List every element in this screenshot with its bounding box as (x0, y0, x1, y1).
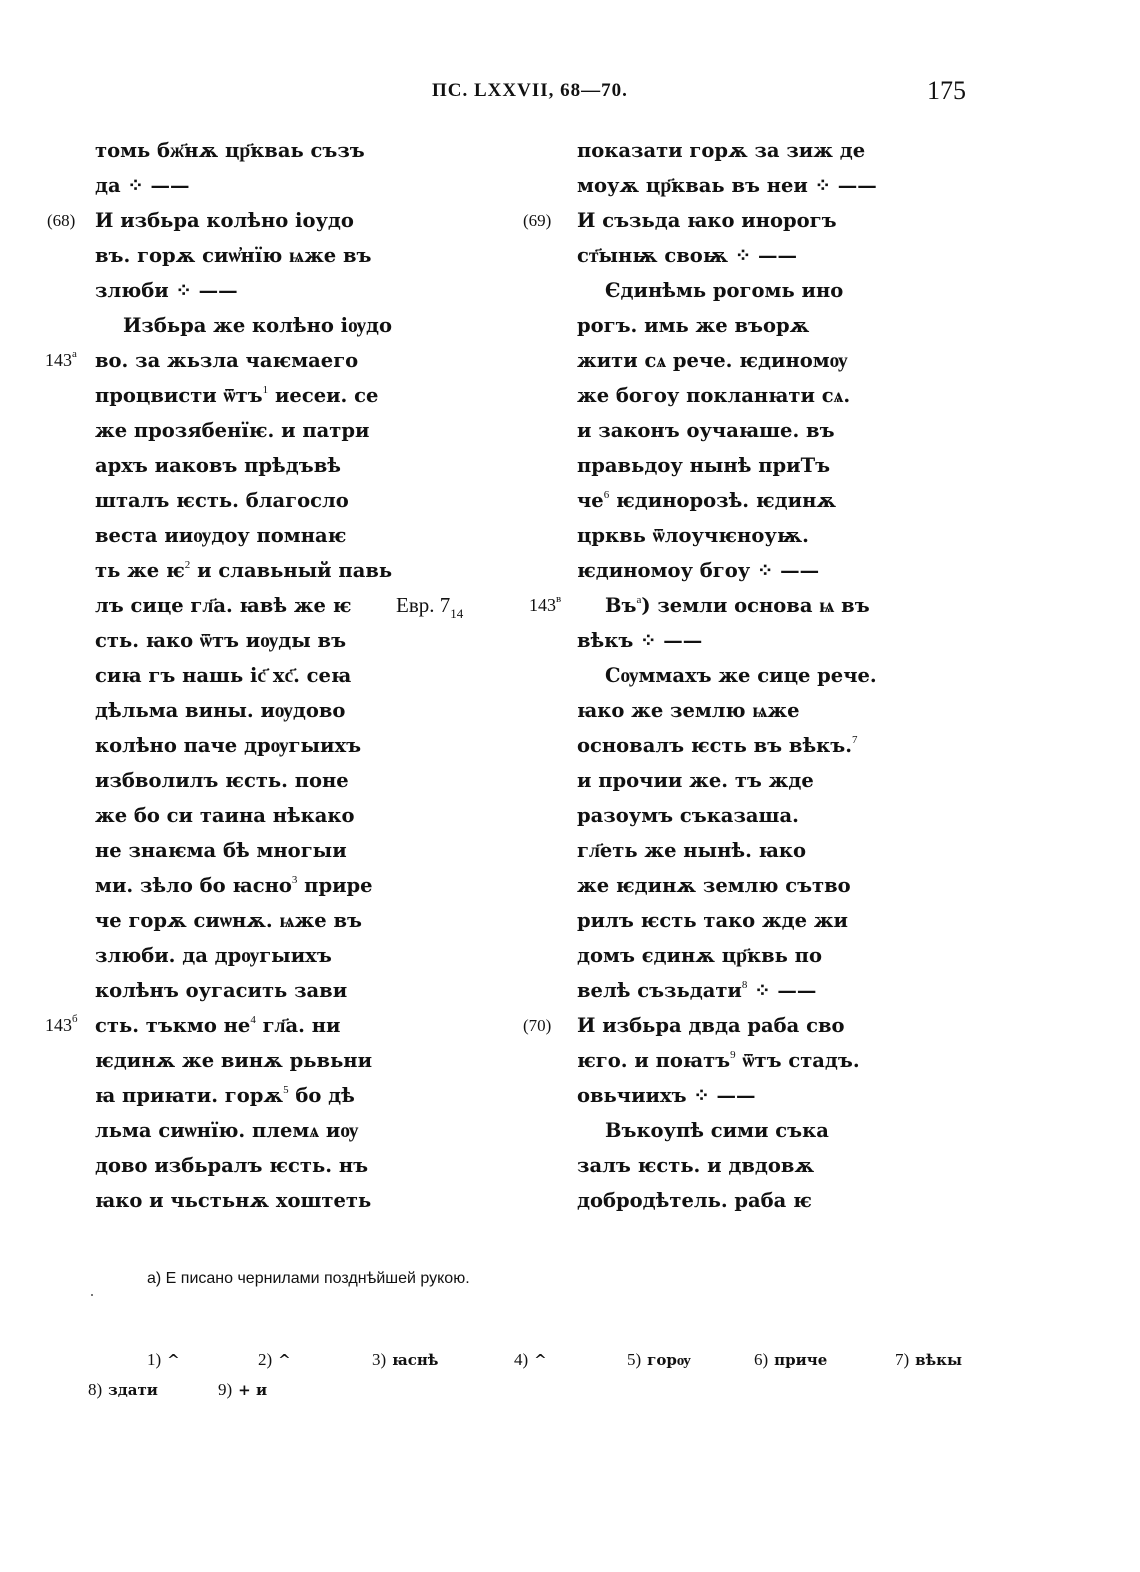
line-text: домъ єдинѫ цр҃квь по (577, 944, 822, 967)
text-line (577, 763, 917, 798)
variant-reading (514, 1350, 547, 1370)
line-text: колѣно паче дрѹгыихъ (95, 734, 362, 757)
footnote-ref: 4 (250, 1014, 256, 1026)
variant-number: 5) (627, 1350, 642, 1369)
line-text: основалъ ѥсть въ вѣкъ. (577, 734, 852, 757)
text-line (577, 693, 917, 728)
line-text: и прочии же. тъ жде (577, 769, 814, 792)
line-text: добродѣтель. раба ѥ (577, 1189, 812, 1212)
line-text-continued: бо дѣ (288, 1084, 355, 1107)
line-text: И съзьда ꙗко инорогъ (577, 209, 837, 232)
variant-number: 7) (895, 1350, 910, 1369)
text-line (577, 238, 917, 273)
text-line (577, 483, 917, 518)
line-text: льма сиѡнїю. племѧ иѹ (95, 1119, 359, 1142)
line-text: разоумъ съказаша. (577, 804, 799, 827)
text-line (95, 868, 425, 903)
text-line (577, 1183, 917, 1218)
text-line (95, 658, 425, 693)
folio-side: а (72, 348, 77, 360)
text-line (95, 483, 425, 518)
variant-number: 9) (218, 1380, 233, 1399)
line-text: ꙗко и чьстьнѫ хоштеть (95, 1189, 372, 1212)
text-line (95, 693, 425, 728)
line-text: велѣ съзьдати (577, 979, 742, 1002)
line-text-continued: ѥдинорозѣ. ѥдинѫ (609, 489, 837, 512)
line-text: ꙗко же землю ѩже (577, 699, 800, 722)
line-text: ст҃ынѭ своѭ ⁘ —— (577, 244, 798, 267)
line-text: Избьра же колѣно іѹдо (123, 314, 393, 337)
footnote-ref: 5 (283, 1084, 289, 1096)
folio-number: 143 (45, 1015, 72, 1035)
text-line (529, 588, 917, 623)
text-line (577, 903, 917, 938)
text-line (577, 1148, 917, 1183)
line-text-continued: и славьный павь (190, 559, 393, 582)
folio-marker (45, 343, 77, 378)
text-line (577, 1113, 917, 1148)
line-text: ꙗ приꙗти. горѫ (95, 1084, 284, 1107)
variant-number: 3) (372, 1350, 387, 1369)
margin-reference-subscript: 14 (450, 606, 464, 621)
line-text: дѣльма вины. иѹдово (95, 699, 346, 722)
stray-mark (91, 1294, 93, 1296)
line-text: же бо си таина нѣкако (95, 804, 355, 827)
line-text: избволилъ ѥсть. поне (95, 769, 349, 792)
variant-text: приче (774, 1351, 828, 1369)
text-line (95, 798, 425, 833)
page-number: 175 (927, 76, 966, 105)
line-text-continued: ) земли основа ѩ въ (641, 594, 870, 617)
footnote-ref: а (636, 594, 642, 606)
text-line (95, 1183, 425, 1218)
line-text: сть. ꙗко ѿтъ иѹды въ (95, 629, 347, 652)
line-text: показати горѫ за зиж де (577, 139, 866, 162)
footnote-ref: 1 (262, 384, 269, 396)
text-line (95, 588, 425, 623)
line-text: Въ (605, 594, 637, 617)
variant-reading (372, 1350, 438, 1370)
line-text: во. за жьзла чаѥмаего (95, 349, 359, 372)
text-line (95, 238, 425, 273)
text-line (577, 973, 917, 1008)
margin-reference-book: Евр. 7 (396, 593, 451, 617)
line-text: злюби. да дрѹгыихъ (95, 944, 332, 967)
folio-marker (529, 588, 561, 623)
text-line (45, 343, 425, 378)
line-text: не знаѥма бѣ многыи (95, 839, 347, 862)
text-line (95, 308, 425, 343)
text-line (577, 518, 917, 553)
text-line (577, 133, 917, 168)
variant-number: 6) (754, 1350, 769, 1369)
text-line (95, 623, 425, 658)
line-text: Єдинѣмь рогомь ино (605, 279, 844, 302)
text-line (577, 413, 917, 448)
line-text: рилъ ѥсть тако жде жи (577, 909, 848, 932)
line-text: ѥдиномоу бгоу ⁘ —— (577, 559, 820, 582)
variant-number: 8) (88, 1380, 103, 1399)
footnote-ref: 8 (741, 979, 748, 991)
text-line (577, 1043, 917, 1078)
text-line (577, 833, 917, 868)
line-text: вѣкъ ⁘ —— (577, 629, 703, 652)
folio-marker (45, 1008, 78, 1043)
line-text: И избьра колѣно іоудо (95, 209, 354, 232)
line-text-continued: гл҃а. ни (255, 1014, 341, 1037)
line-text: томь бж҃нѫ цр҃кваь съзъ (95, 139, 365, 162)
text-line (45, 1008, 425, 1043)
verse-number: (69) (523, 211, 552, 230)
text-line (95, 413, 425, 448)
footnote-a: а) Е писано чернилами позднѣйшей рукою. (147, 1270, 470, 1287)
variant-text: + и (238, 1381, 268, 1399)
text-line (577, 308, 917, 343)
line-text: же ѥдинѫ землю сътво (577, 874, 851, 897)
text-line (95, 938, 425, 973)
line-text: рогъ. имь же въорѫ (577, 314, 810, 337)
variant-reading (895, 1350, 962, 1370)
line-text-continued: ⁘ —— (747, 979, 817, 1002)
text-line (577, 868, 917, 903)
text-line (95, 518, 425, 553)
line-text: сть. тъкмо не (95, 1014, 251, 1037)
text-line (95, 833, 425, 868)
variant-number: 4) (514, 1350, 529, 1369)
verse-number: (70) (523, 1016, 552, 1035)
line-text: овьчиихъ ⁘ —— (577, 1084, 756, 1107)
variant-reading (258, 1350, 291, 1370)
line-text-continued: ѿтъ стадъ. (735, 1049, 860, 1072)
text-line (577, 728, 917, 763)
margin-reference (396, 593, 464, 621)
folio-number: 143 (45, 350, 72, 370)
text-line (577, 623, 917, 658)
footnote-ref: 7 (852, 734, 858, 746)
text-line (577, 343, 917, 378)
line-text: же прозябенїѥ. и патри (95, 419, 370, 442)
folio-side: б (72, 1013, 78, 1025)
verse-number: (68) (47, 211, 76, 230)
running-header: ПС. LXXVII, 68—70. (432, 80, 628, 101)
line-text: Въкоупѣ сими съка (605, 1119, 829, 1142)
text-line (523, 1008, 917, 1043)
line-text: жити сѧ рече. ѥдиномѹ (577, 349, 848, 372)
folio-side: в (556, 593, 562, 605)
variant-text: ^ (534, 1351, 547, 1369)
line-text: злюби ⁘ —— (95, 279, 238, 302)
line-text: архъ иаковъ прѣдъвѣ (95, 454, 341, 477)
line-text: же богоу покланꙗти сѧ. (577, 384, 851, 407)
variant-reading (754, 1350, 827, 1370)
line-text: въ. горѫ сиѡ҆нїю ѩже въ (95, 244, 372, 267)
text-line (95, 1113, 425, 1148)
text-line (47, 203, 425, 238)
variant-text: ^ (167, 1351, 180, 1369)
variant-reading (218, 1380, 267, 1400)
line-text-continued: иесеи. се (268, 384, 379, 407)
variant-number: 1) (147, 1350, 162, 1369)
variant-reading (147, 1350, 180, 1370)
text-line (95, 168, 425, 203)
line-text: процвисти ѿтъ (95, 384, 263, 407)
line-text: шталъ ѥсть. благосло (95, 489, 349, 512)
variant-text: горѹ (647, 1351, 691, 1369)
variant-reading (88, 1380, 158, 1400)
variant-text: здати (108, 1381, 158, 1399)
text-line (95, 1043, 425, 1078)
text-line (95, 553, 425, 588)
line-text: дово избьралъ ѥсть. нъ (95, 1154, 369, 1177)
text-line (95, 448, 425, 483)
text-line (577, 378, 917, 413)
variant-text: вѣкы (915, 1351, 963, 1369)
text-line (577, 1078, 917, 1113)
text-line (577, 798, 917, 833)
text-line (95, 728, 425, 763)
line-text: и законъ оучаꙗше. въ (577, 419, 835, 442)
line-text: И избьра двда раба сво (577, 1014, 845, 1037)
line-text: че горѫ сиѡнѫ. ѩже въ (95, 909, 362, 932)
text-line (95, 1078, 425, 1113)
right-text-column (523, 133, 917, 1218)
line-text: сиꙗ гъ нашь іс҃ хс҃. сеꙗ (95, 664, 352, 687)
footnote-ref: 2 (184, 559, 191, 571)
text-line (95, 973, 425, 1008)
variant-reading (627, 1350, 691, 1370)
line-text: правьдоу нынѣ приТъ (577, 454, 831, 477)
footnote-ref: 3 (291, 874, 298, 886)
folio-number: 143 (529, 595, 556, 615)
line-text: веста ииѹдоу помнаѥ (95, 524, 347, 547)
line-text: ть же ѥ (95, 559, 185, 582)
variant-text: ^ (278, 1351, 291, 1369)
line-text: моуѫ цр҃кваь въ неи ⁘ —— (577, 174, 877, 197)
variant-number: 2) (258, 1350, 273, 1369)
line-text: лъ сице гл҃а. ꙗвѣ же ѥ (95, 594, 352, 617)
text-line (95, 273, 425, 308)
text-line (577, 448, 917, 483)
text-line (95, 763, 425, 798)
text-line (577, 658, 917, 693)
text-line (577, 273, 917, 308)
line-text: ми. зѣло бо ꙗсно (95, 874, 292, 897)
footnote-ref: 9 (730, 1049, 736, 1061)
line-text: Сѹммахъ же сице рече. (605, 664, 877, 687)
line-text: црквь ѿлоучѥноуѭ. (577, 524, 809, 547)
line-text-continued: прире (297, 874, 373, 897)
line-text: ѥго. и поꙗтъ (577, 1049, 731, 1072)
text-line (523, 203, 917, 238)
left-text-column (45, 133, 425, 1218)
line-text: залъ ѥсть. и двдовѫ (577, 1154, 815, 1177)
text-line (577, 938, 917, 973)
line-text: гл҃еть же нынѣ. ꙗко (577, 839, 807, 862)
text-line (577, 553, 917, 588)
text-line (95, 133, 425, 168)
text-line (95, 1148, 425, 1183)
footnote-ref: 6 (603, 489, 610, 501)
line-text: колѣнъ оугасить зави (95, 979, 348, 1002)
variant-text: ꙗснѣ (392, 1351, 439, 1369)
text-line (95, 378, 425, 413)
text-line (95, 903, 425, 938)
line-text: да ⁘ —— (95, 174, 190, 197)
line-text: ѥдинѫ же винѫ рьвьни (95, 1049, 373, 1072)
text-line (577, 168, 917, 203)
line-text: че (577, 489, 604, 512)
